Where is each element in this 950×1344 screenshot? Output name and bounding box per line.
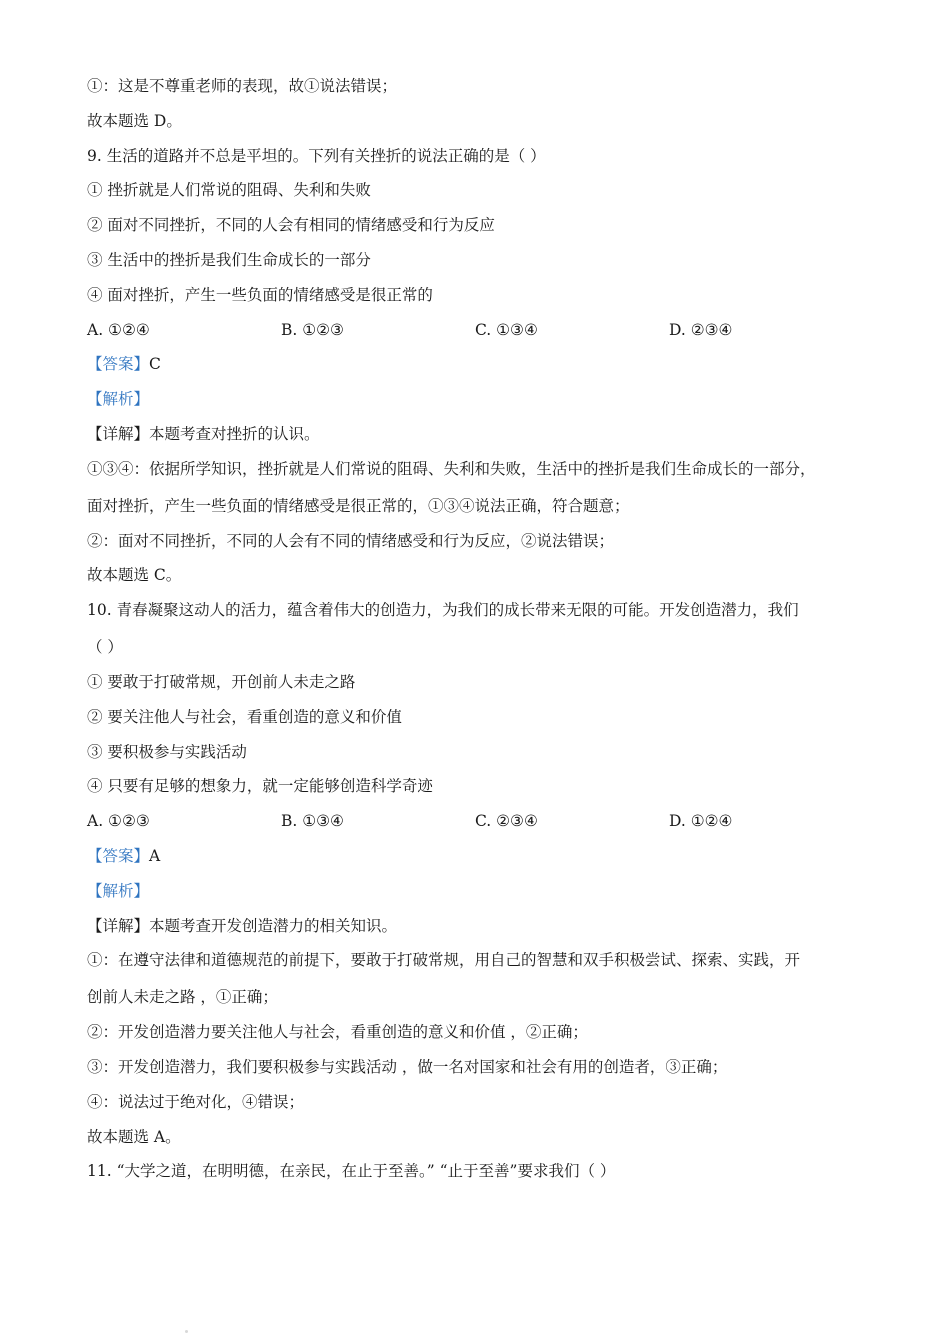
answer-value: C <box>149 355 161 374</box>
q10-option-c: C. ②③④ <box>475 812 538 831</box>
q10-item-1: ① 要敢于打破常规，开创前人未走之路 <box>87 672 356 691</box>
analysis-tag: 【解析】 <box>87 390 150 409</box>
prev-explain-line: ①：这是不尊重老师的表现，故①说法错误； <box>87 77 398 95</box>
q10-answer <box>87 846 877 866</box>
q11-stem: 11. “大学之道，在明明德，在亲民，在止于至善。” “止于至善”要求我们（ ） <box>87 1162 616 1181</box>
q10-explain-5: ④：说法过于绝对化，④错误； <box>87 1092 305 1111</box>
answer-value: A <box>149 846 161 865</box>
q9-option-b: B. ①②③ <box>281 320 344 339</box>
q9-answer <box>87 354 877 374</box>
answer-tag: 【答案】 <box>87 846 150 865</box>
prev-conclusion: 故本题选 D。 <box>87 111 182 130</box>
document-page <box>87 76 877 1196</box>
q9-conclusion: 故本题选 C。 <box>87 566 182 585</box>
q9-explain-2: 面对挫折，产生一些负面的情绪感受是很正常的，①③④说法正确，符合题意； <box>87 496 630 515</box>
q10-stem-line2: （ ） <box>87 638 123 657</box>
q9-options <box>87 320 877 340</box>
q9-detail <box>87 424 877 444</box>
q9-explain-1: ①③④：依据所学知识，挫折就是人们常说的阻碍、失利和失败，生活中的挫折是我们生命成长的一部分， <box>87 459 816 478</box>
q10-option-a: A. ①②③ <box>87 812 150 831</box>
q9-stem: 9. 生活的道路并不总是平坦的。下列有关挫折的说法正确的是（ ） <box>87 146 546 165</box>
q9-item-4: ④ 面对挫折，产生一些负面的情绪感受是很正常的 <box>87 285 433 304</box>
q10-analysis <box>87 881 877 901</box>
q10-option-b: B. ①③④ <box>281 812 344 831</box>
q10-item-3: ③ 要积极参与实践活动 <box>87 742 247 761</box>
q9-option-d: D. ②③④ <box>669 320 733 339</box>
q9-option-a: A. ①②④ <box>87 320 150 339</box>
q10-explain-3: ②：开发创造潜力要关注他人与社会，看重创造的意义和价值 ，②正确； <box>87 1023 588 1042</box>
q10-conclusion: 故本题选 A。 <box>87 1127 181 1146</box>
q10-explain-4: ③：开发创造潜力，我们要积极参与实践活动 ，做一名对国家和社会有用的创造者，③正确； <box>87 1057 728 1076</box>
q10-stem-line1: 10. 青春凝聚这动人的活力，蕴含着伟大的创造力，为我们的成长带来无限的可能。开发创造潜力，我们 <box>87 601 799 620</box>
q10-options <box>87 811 877 831</box>
q9-item-2: ② 面对不同挫折，不同的人会有相同的情绪感受和行为反应 <box>87 216 495 235</box>
answer-tag: 【答案】 <box>87 355 150 374</box>
analysis-tag: 【解析】 <box>87 881 150 900</box>
q10-option-d: D. ①②④ <box>669 812 733 831</box>
page-speck <box>185 1330 188 1333</box>
q10-item-2: ② 要关注他人与社会，看重创造的意义和价值 <box>87 707 402 726</box>
detail-intro: 本题考查对挫折的认识。 <box>149 424 320 443</box>
q9-option-c: C. ①③④ <box>475 320 538 339</box>
detail-intro: 本题考查开发创造潜力的相关知识。 <box>149 916 398 935</box>
q9-item-1: ① 挫折就是人们常说的阻碍、失利和失败 <box>87 181 371 200</box>
q10-item-4: ④ 只要有足够的想象力，就一定能够创造科学奇迹 <box>87 777 433 796</box>
q10-explain-1: ①：在遵守法律和道德规范的前提下，要敢于打破常规，用自己的智慧和双手积极尝试、探索、实践，开 <box>87 951 801 970</box>
detail-tag: 【详解】 <box>87 424 150 443</box>
q9-analysis <box>87 389 877 409</box>
detail-tag: 【详解】 <box>87 916 150 935</box>
q9-item-3: ③ 生活中的挫折是我们生命成长的一部分 <box>87 250 371 269</box>
q9-explain-3: ②：面对不同挫折，不同的人会有不同的情绪感受和行为反应，②说法错误； <box>87 531 615 550</box>
q10-explain-2: 创前人未走之路 ，①正确； <box>87 988 278 1007</box>
q10-detail <box>87 916 877 936</box>
